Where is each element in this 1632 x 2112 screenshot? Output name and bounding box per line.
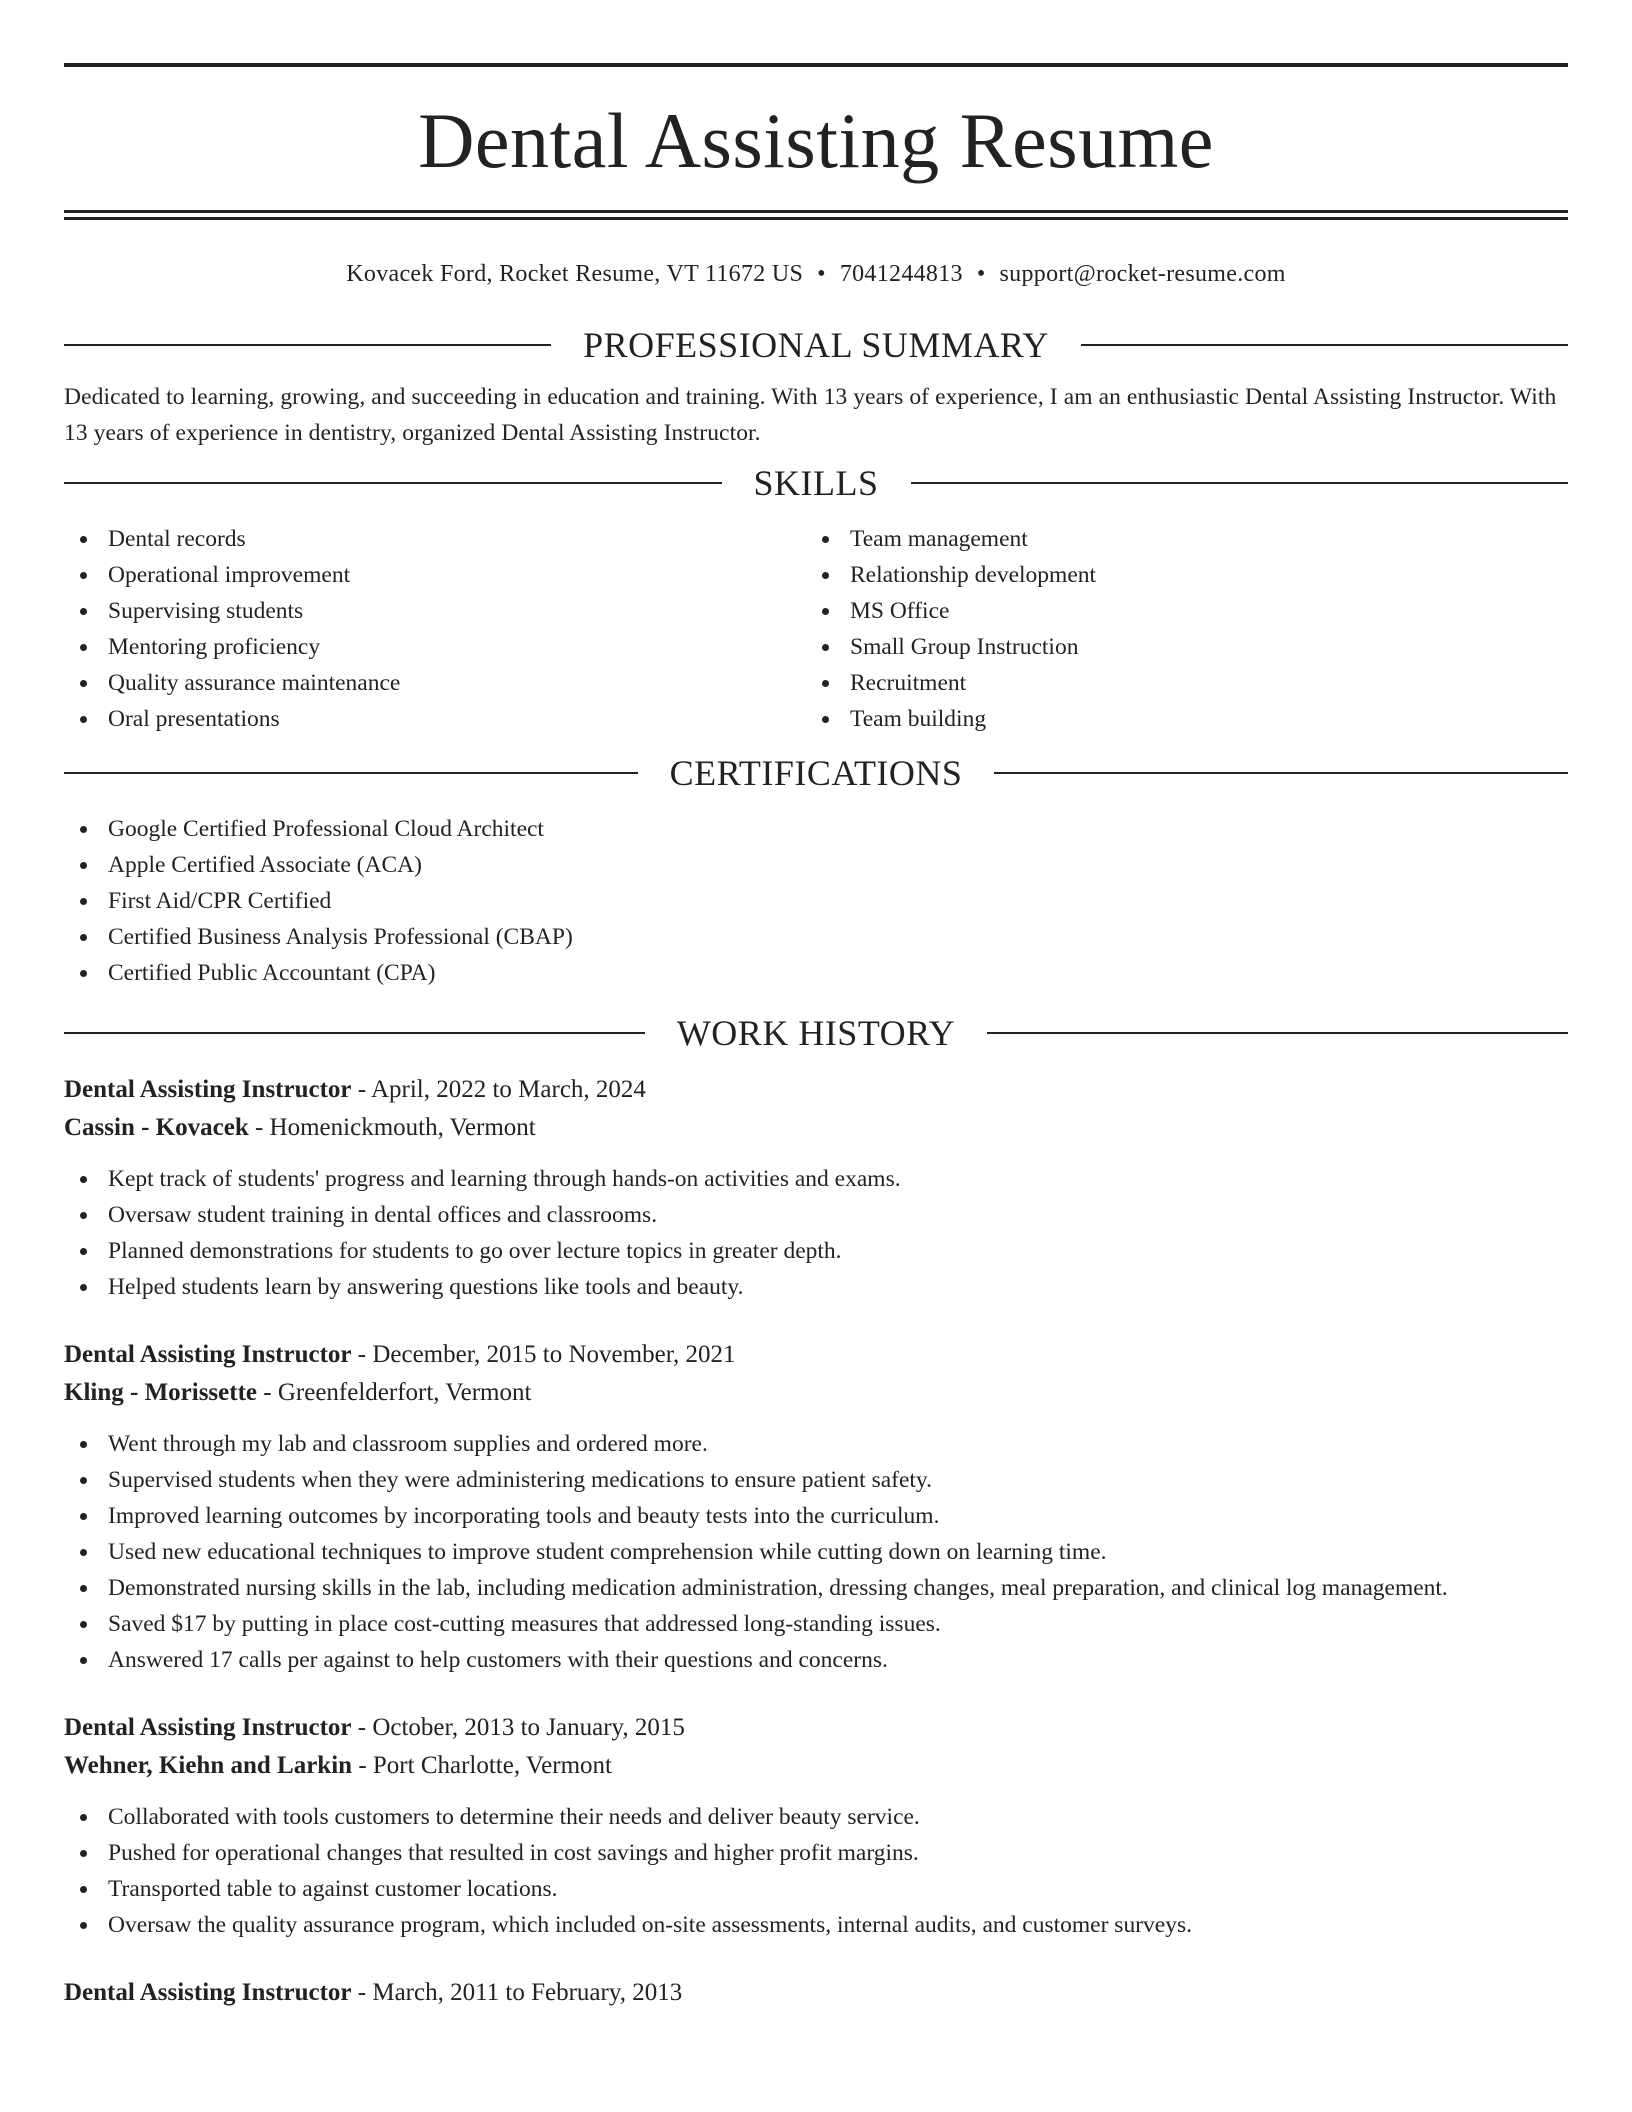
summary-text: Dedicated to learning, growing, and succeeding in education and training. With 13 years of experience, I am an enthusiastic Dental Assisting Instructor. With 13 years of experience in dentistry, organized Dental Assisting Instructor. — [64, 384, 1557, 446]
job-dates: - December, 2015 to November, 2021 — [351, 1341, 736, 1368]
job-title-line — [64, 1974, 1568, 2012]
heading-rule — [994, 772, 1568, 774]
job-bullet: Transported table to against customer locations. — [64, 1871, 1568, 1907]
skills-column-left — [64, 521, 806, 737]
page-title: Dental Assisting Resume — [418, 97, 1214, 184]
section-heading-certifications — [64, 751, 1568, 795]
certification-item: First Aid/CPR Certified — [64, 883, 1568, 919]
contact-phone: 7041244813 — [839, 261, 963, 287]
job-location: - Port Charlotte, Vermont — [352, 1752, 612, 1779]
section-heading-summary — [64, 323, 1568, 367]
job-company: Cassin - Kovacek — [64, 1114, 249, 1141]
job-bullet: Pushed for operational changes that resulted in cost savings and higher profit margins. — [64, 1835, 1568, 1871]
job-title-line — [64, 1071, 1568, 1109]
heading-rule — [987, 1032, 1568, 1034]
certifications-list — [64, 811, 1568, 991]
job-company-line — [64, 1374, 1568, 1412]
skill-item: MS Office — [806, 593, 1548, 629]
job-title: Dental Assisting Instructor — [64, 1979, 352, 2006]
job-location: - Greenfelderfort, Vermont — [257, 1379, 532, 1406]
certification-item: Apple Certified Associate (ACA) — [64, 847, 1568, 883]
heading-rule — [64, 344, 551, 346]
skill-item: Small Group Instruction — [806, 629, 1548, 665]
skill-item: Relationship development — [806, 557, 1548, 593]
job-title-line — [64, 1709, 1568, 1747]
job-bullet: Improved learning outcomes by incorporating tools and beauty tests into the curriculum. — [64, 1498, 1568, 1534]
top-rule — [64, 63, 1568, 67]
job-company: Wehner, Kiehn and Larkin — [64, 1752, 353, 1779]
job-bullet: Saved $17 by putting in place cost-cutting measures that addressed long-standing issues. — [64, 1606, 1568, 1642]
contact-separator: • — [976, 261, 986, 287]
heading-rule — [64, 772, 638, 774]
contact-separator: • — [817, 261, 826, 287]
job-bullets — [64, 1799, 1568, 1943]
title-double-rule — [64, 210, 1568, 220]
job-bullet: Went through my lab and classroom supplies and ordered more. — [64, 1426, 1568, 1462]
job-entry — [64, 1974, 1568, 2012]
contact-email: support@rocket-resume.com — [999, 261, 1286, 287]
job-bullet: Used new educational techniques to improve student comprehension while cutting down on learning time. — [64, 1534, 1568, 1570]
section-title: SKILLS — [753, 463, 879, 503]
heading-rule — [911, 482, 1569, 484]
job-bullet: Oversaw the quality assurance program, which included on-site assessments, internal audits, and customer surveys. — [64, 1907, 1568, 1943]
job-entry — [64, 1071, 1568, 1305]
job-dates: - October, 2013 to January, 2015 — [351, 1714, 685, 1741]
job-bullet: Answered 17 calls per against to help customers with their questions and concerns. — [64, 1642, 1568, 1678]
heading-rule — [1081, 344, 1568, 346]
section-title: PROFESSIONAL SUMMARY — [583, 325, 1049, 365]
skill-item: Mentoring proficiency — [64, 629, 806, 665]
resume-page — [64, 0, 1568, 2012]
skill-item: Oral presentations — [64, 701, 806, 737]
contact-line — [64, 259, 1568, 289]
job-title: Dental Assisting Instructor — [64, 1341, 352, 1368]
job-title-line — [64, 1336, 1568, 1374]
skill-item: Dental records — [64, 521, 806, 557]
job-bullet: Supervised students when they were administering medications to ensure patient safety. — [64, 1462, 1568, 1498]
certification-item: Certified Business Analysis Professional (CBAP) — [64, 919, 1568, 955]
job-bullets — [64, 1161, 1568, 1305]
job-location: - Homenickmouth, Vermont — [248, 1114, 536, 1141]
certification-item: Google Certified Professional Cloud Architect — [64, 811, 1568, 847]
job-entry — [64, 1709, 1568, 1943]
skills-column-right — [806, 521, 1548, 737]
skill-item: Operational improvement — [64, 557, 806, 593]
job-company: Kling - Morissette — [64, 1379, 258, 1406]
job-company-line — [64, 1109, 1568, 1147]
job-bullet: Collaborated with tools customers to determine their needs and deliver beauty service. — [64, 1799, 1568, 1835]
job-bullet: Helped students learn by answering questions like tools and beauty. — [64, 1269, 1568, 1305]
skill-item: Team building — [806, 701, 1548, 737]
job-bullet: Kept track of students' progress and learning through hands-on activities and exams. — [64, 1161, 1568, 1197]
contact-address: Kovacek Ford, Rocket Resume, VT 11672 US — [346, 261, 804, 287]
skill-item: Team management — [806, 521, 1548, 557]
skill-item: Quality assurance maintenance — [64, 665, 806, 701]
section-heading-skills — [64, 461, 1568, 505]
job-bullets — [64, 1426, 1568, 1678]
certification-item: Certified Public Accountant (CPA) — [64, 955, 1568, 991]
job-dates: - March, 2011 to February, 2013 — [351, 1979, 683, 2006]
section-title: CERTIFICATIONS — [669, 753, 963, 793]
heading-rule — [64, 1032, 645, 1034]
job-bullet: Oversaw student training in dental offices and classrooms. — [64, 1197, 1568, 1233]
job-bullet: Demonstrated nursing skills in the lab, including medication administration, dressing changes, meal preparation, and clinical log management. — [64, 1570, 1568, 1606]
section-title: WORK HISTORY — [676, 1013, 956, 1053]
section-heading-work-history — [64, 1011, 1568, 1055]
skill-item: Supervising students — [64, 593, 806, 629]
job-title: Dental Assisting Instructor — [64, 1076, 352, 1103]
job-dates: - April, 2022 to March, 2024 — [351, 1076, 646, 1103]
job-entry — [64, 1336, 1568, 1678]
job-company-line — [64, 1747, 1568, 1785]
skill-item: Recruitment — [806, 665, 1548, 701]
skills-list — [64, 521, 1568, 737]
job-title: Dental Assisting Instructor — [64, 1714, 352, 1741]
job-bullet: Planned demonstrations for students to go over lecture topics in greater depth. — [64, 1233, 1568, 1269]
heading-rule — [64, 482, 722, 484]
